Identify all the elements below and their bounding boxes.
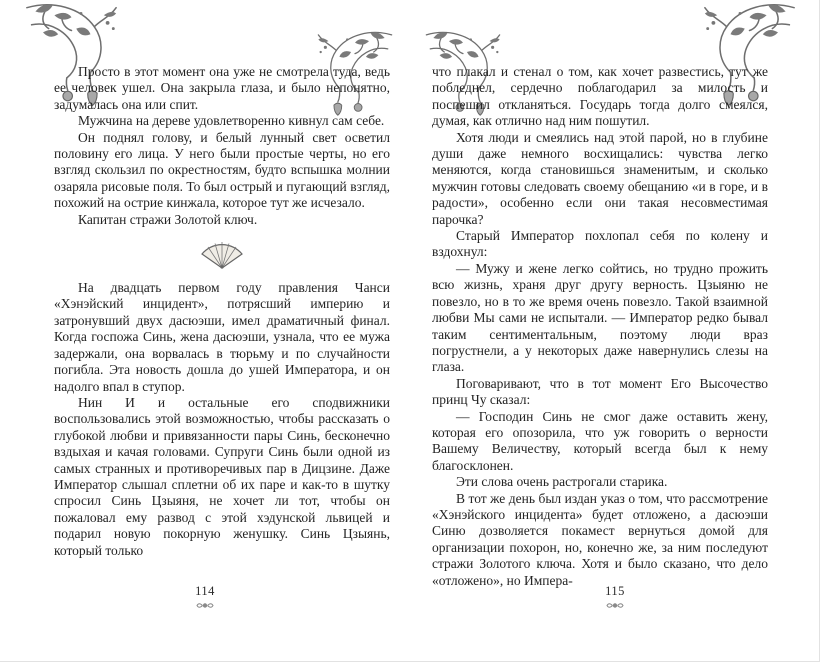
right-page-footer <box>410 584 820 611</box>
paragraph: Капитан стражи Золотой ключ. <box>78 211 258 227</box>
page-number: 114 <box>195 584 215 598</box>
left-page-text <box>54 64 390 559</box>
paragraph: Старый Император похлопал себя по колену и вздохнул: <box>432 228 768 260</box>
paragraph: Просто в этот момент она уже не смотрела туда, ведь ее человек ушел. Она закрыла глаза, и было непонятно, задумалась она или спит. <box>54 64 390 112</box>
paragraph: Он поднял голову, и белый лунный свет осветил половину его лица. У него были простые черты, но его взгляд скользил по окрестностям, будто вспышка молнии озаряла рисовые поля. То был острый и пугающий взгляд, похожий на острие кинжала, которое тут же исчезало. <box>54 129 390 211</box>
right-page-text <box>432 64 768 589</box>
paragraph: На двадцать первом году правления Чанси «Хэнэйский инцидент», потрясший империю и затронувший двух дасюэши, имел драматичный финал. Когда госпожа Синь, жена дасюэши, узнала, что ее мужа задержали, она ворвалась в тюрьму и по случайности погибла. Эта новость дошла до ушей Императора, и он надолго впал в ступор. <box>54 280 390 394</box>
page-right <box>410 0 820 662</box>
page-number-stamp-icon <box>196 600 214 611</box>
left-page-footer <box>0 584 410 611</box>
paragraph: Эти слова очень растрогали старика. <box>456 474 668 490</box>
paragraph: что плакал и стенал о том, как хочет развестись, тут же побледнел, сердечно поблагодарил за милость и поспешил откланяться. Государь тогда долго смеялся, думая, как отлично над ним пошутил. <box>432 64 768 129</box>
paragraph: — Господин Синь не смог даже оставить жену, которая его опозорила, что уж говорить о верности Вашему Величеству, который всегда был к нему благосклонен. <box>432 408 768 473</box>
paragraph: Нин И и остальные его сподвижники воспользовались этой возможностью, чтобы рассказать о глубокой любви и привязанности пары Синь, бесконечно вздыхая и качая головами. Супруги Синь были одной из самых странных и противоречивых пар в Дицзине. Даже Император слышал сплетни об их паре и как-то в шутку спросил Синь Цзыяня, не хочет ли тот, чтобы он пожаловал ему развод с этой хэдунской львицей и подарил новую покорную женушку. Синь Цзыянь, который только <box>54 394 390 558</box>
page-number: 115 <box>605 584 625 598</box>
paragraph: — Мужу и жене легко сойтись, но трудно прожить всю жизнь, храня друг другу верность. Цзыяню не повезло, но в то же время очень повезло. Такой взаимной любви Мы сами не испытали. — Император редко бывал таким сентиментальным, поэтому люди враз погрустнели, а у некоторых даже навернулись слезы на глаза. <box>432 260 768 375</box>
paragraph: В тот же день был издан указ о том, что рассмотрение «Хэнэйского инцидента» будет отложено, а дасюэши Синю дозволяется покамест вернуться домой для организации похорон, но, конечно же, за ним последуют стражи Золотого ключа. Хотя и было сказано, что дело «отложено», но Импера- <box>432 490 768 588</box>
paragraph: Поговаривают, что в тот момент Его Высочество принц Чу сказал: <box>432 375 768 408</box>
fan-divider-icon <box>200 240 244 270</box>
paragraph: Хотя люди и смеялись над этой парой, но в глубине души даже немного восхищались: чувства легко меняются, когда становишься знаменитым, и сколько мужчин готовы следовать своему обещанию «и в горе, и в радости», особенно если они такая несовместимая парочка? <box>432 129 768 227</box>
paragraph: Мужчина на дереве удовлетворенно кивнул сам себе. <box>78 113 385 129</box>
page-number-stamp-icon <box>606 600 624 611</box>
